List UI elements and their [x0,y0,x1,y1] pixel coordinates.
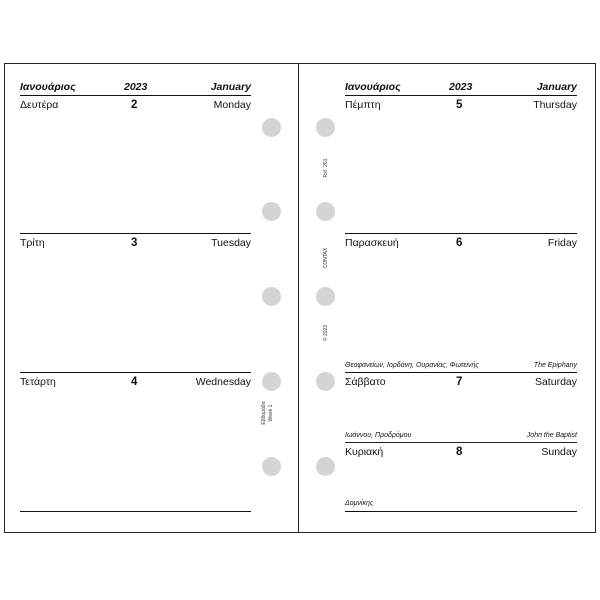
holiday-english: The Epiphany [533,362,577,369]
day-rule [20,372,251,373]
day-name-greek: Δευτέρα [20,99,59,111]
epiphany-note [345,362,577,371]
day-number: 5 [456,99,463,111]
binder-hole [262,118,281,137]
day-name-english: Monday [213,99,251,111]
day-name-english: Saturday [534,376,577,388]
name-day-greek: Θεοφανείων, Ιορδάνη, Ουρανίας, Φωτεινής [345,362,479,369]
year: 2023 [124,81,148,93]
day-number: 2 [131,99,138,111]
day-name-english: Wednesday [195,376,251,388]
day-name-english: Tuesday [211,237,251,249]
day-rule [345,442,577,443]
day-name-greek: Κυριακή [345,446,384,458]
day-rule [20,233,251,234]
day-name-greek: Σάββατο [345,376,386,388]
day-row-tuesday [20,237,251,251]
day-row-thursday [345,99,577,113]
brand-name: CONTAX [323,247,329,269]
header-rule [345,95,577,96]
header-rule [20,95,251,96]
sunday-note [345,500,577,509]
binder-hole [316,202,335,221]
binder-hole [316,457,335,476]
month-greek: Ιανουάριος [345,81,401,93]
day-number: 3 [131,237,138,249]
day-row-friday [345,237,577,251]
right-header [345,81,577,95]
day-row-wednesday [20,376,251,390]
week-label-greek: Εβδομάδα [261,401,267,425]
day-name-english: Sunday [541,446,577,458]
day-rule [345,372,577,373]
day-row-sunday [345,446,577,460]
left-header [20,81,251,95]
holiday-english: John the Baptist [526,432,577,439]
binder-hole [316,372,335,391]
day-name-english: Thursday [533,99,577,111]
day-name-greek: Παρασκευή [345,237,399,249]
page-divider [298,63,299,533]
day-number: 8 [456,446,463,458]
day-row-monday [20,99,251,113]
binder-hole [316,287,335,306]
month-english: January [210,81,251,93]
day-name-greek: Τετάρτη [20,376,56,388]
bottom-rule [20,511,251,512]
month-greek: Ιανουάριος [20,81,76,93]
binder-hole [262,372,281,391]
day-name-greek: Πέμπτη [345,99,381,111]
name-day-greek: Δομνίκης [345,500,374,507]
baptist-note [345,432,577,441]
copyright: © 2023 [323,324,329,342]
planner-sheet [4,63,596,533]
day-name-greek: Τρίτη [20,237,45,249]
binder-hole [316,118,335,137]
day-number: 6 [456,237,463,249]
month-english: January [536,81,577,93]
binder-hole [262,202,281,221]
bottom-rule [345,511,577,512]
reference-number: Ref. 261 [323,158,329,178]
binder-hole [262,287,281,306]
day-name-english: Friday [547,237,577,249]
binder-hole [262,457,281,476]
year: 2023 [449,81,473,93]
week-label-english: Week 1 [268,404,274,422]
day-number: 4 [131,376,138,388]
day-number: 7 [456,376,463,388]
day-rule [345,233,577,234]
day-row-saturday [345,376,577,390]
name-day-greek: Ιωάννου, Προδρόμου [345,432,412,439]
